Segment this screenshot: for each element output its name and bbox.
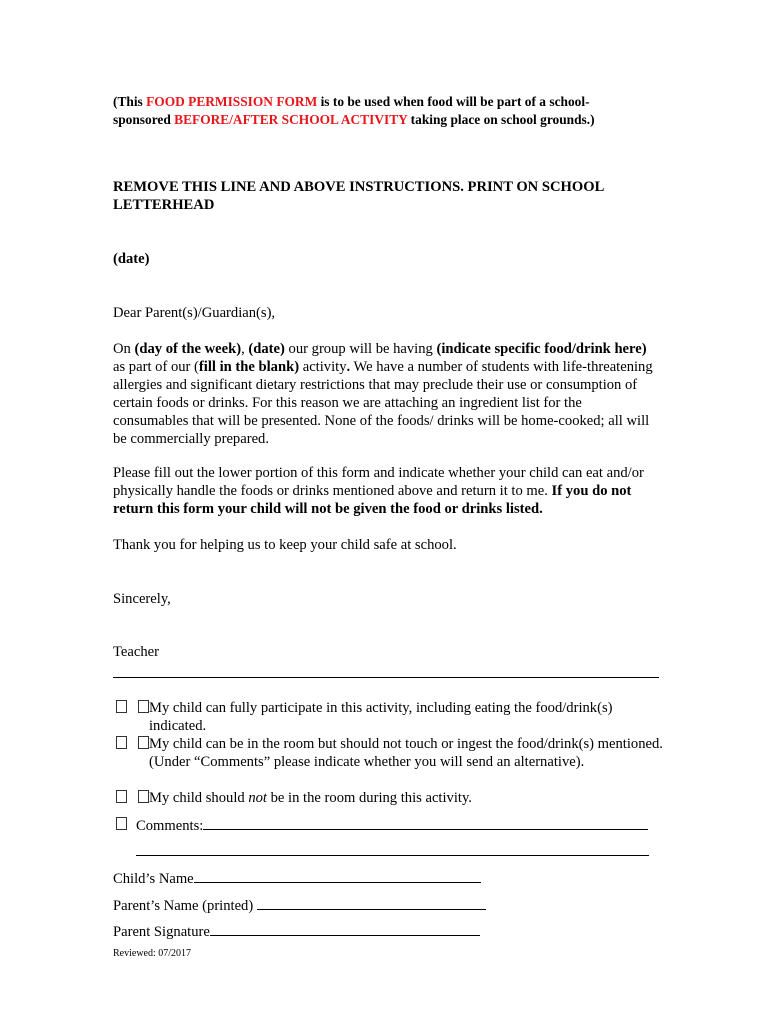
parent-signature-row	[113, 922, 480, 941]
paragraph-thank-you: Thank you for helping us to keep your child safe at school.	[113, 537, 457, 553]
divider-line	[113, 677, 659, 678]
parent-name-input[interactable]	[257, 896, 486, 910]
instructions-note: (This FOOD PERMISSION FORM is to be used when food will be part of a school-sponsored BEFORE/AFTER SCHOOL ACTIVITY taking place on school grounds.)	[113, 94, 595, 127]
closing: Sincerely,	[113, 591, 171, 607]
option-1-checkbox[interactable]	[116, 699, 127, 717]
comments-input-line-2[interactable]	[136, 842, 649, 856]
child-name-label: Child’s Name	[113, 871, 194, 887]
option-2-checkbox-glyph	[138, 735, 149, 753]
parent-signature-label: Parent Signature	[113, 924, 210, 940]
comments-row	[136, 816, 648, 835]
option-3-label: My child should not be in the room during this activity.	[149, 790, 472, 806]
option-1-checkbox-glyph	[138, 699, 149, 717]
option-2-checkbox[interactable]	[116, 735, 127, 753]
comments-row-2	[136, 842, 649, 861]
comments-checkbox[interactable]	[116, 816, 127, 834]
reviewed-date: Reviewed: 07/2017	[113, 948, 192, 959]
activity-type: BEFORE/AFTER SCHOOL ACTIVITY	[174, 112, 408, 127]
option-3-checkbox-glyph	[138, 789, 149, 807]
parent-signature-input[interactable]	[210, 922, 480, 936]
signer: Teacher	[113, 644, 159, 660]
form-name: FOOD PERMISSION FORM	[146, 94, 318, 109]
comments-input-line-1[interactable]	[203, 816, 648, 830]
comments-label: Comments:	[136, 818, 204, 834]
salutation: Dear Parent(s)/Guardian(s),	[113, 305, 276, 321]
option-1-label: My child can fully participate in this activity, including eating the food/drink(s) indicated.	[149, 700, 613, 734]
paragraph-return-instructions: Please fill out the lower portion of this form and indicate whether your child can eat and/or physically handle the foods or drinks mentioned above and return it to me. If you do not return this form your child will not be given the food or drinks listed.	[113, 465, 644, 517]
remove-instructions-heading: REMOVE THIS LINE AND ABOVE INSTRUCTIONS. PRINT ON SCHOOL LETTERHEAD	[113, 179, 604, 213]
option-3-checkbox[interactable]	[116, 789, 127, 807]
parent-name-row	[113, 896, 486, 915]
option-2-label: My child can be in the room but should not touch or ingest the food/drink(s) mentioned. (Under “Comments” please indicate whether you will send an alternative).	[149, 736, 663, 770]
parent-name-label: Parent’s Name (printed)	[113, 898, 257, 914]
child-name-input[interactable]	[194, 869, 481, 883]
child-name-row	[113, 869, 481, 888]
date-placeholder: (date)	[113, 251, 150, 267]
paragraph-event-details: On (day of the week), (date) our group will be having (indicate specific food/drink here) as part of our (fill in the blank) activity. We have a number of students with life-threatening allergies and significant dietary restrictions that may preclude their use or consumption of certain foods or drinks. For this reason we are attaching an ingredient list for the consumables that will be presented. None of the foods/ drinks will be home-cooked; all will be commercially prepared.	[113, 341, 653, 447]
